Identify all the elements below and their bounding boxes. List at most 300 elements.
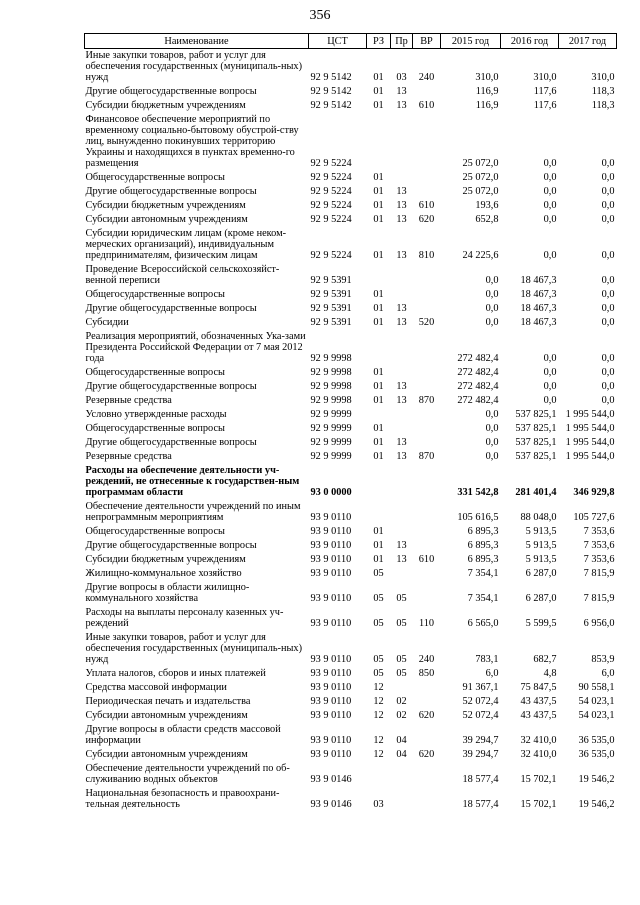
cell-2015: 0,0: [485, 289, 499, 300]
table-row: [85, 199, 617, 213]
cell-2016: 682,7: [533, 654, 557, 665]
cell-2016: 281 401,4: [515, 487, 557, 498]
cell-vr: [413, 288, 441, 302]
cell-cst: 93 9 0110: [310, 682, 352, 693]
table-row: [85, 464, 617, 500]
cell-2017: 0,0: [601, 186, 615, 197]
cell-2015: 310,0: [475, 72, 499, 83]
cell-2016: 5 913,5: [525, 526, 557, 537]
cell-2015: 272 482,4: [457, 381, 499, 392]
cell-rz: 01: [373, 423, 384, 434]
cell-2016: 5 913,5: [525, 540, 557, 551]
cell-vr: 620: [418, 710, 435, 721]
cell-2016: 117,6: [533, 86, 557, 97]
cell-2017: 0,0: [601, 214, 615, 225]
cell-name: Резервные средства: [85, 451, 172, 462]
table-row: [85, 539, 617, 553]
cell-cst: 93 9 0110: [310, 554, 352, 565]
cell-cst: 92 9 9999: [310, 423, 352, 434]
table-row: [85, 631, 617, 667]
cell-name: Реализация мероприятий, обозначенных Ука-зами Президента Российской Федерации от 7 мая 2012 года: [85, 331, 306, 364]
table-row: [85, 667, 617, 681]
cell-2015: 0,0: [485, 303, 499, 314]
cell-name: Общегосударственные вопросы: [85, 526, 225, 537]
cell-2016: 537 825,1: [515, 409, 557, 420]
cell-2016: 18 467,3: [520, 317, 557, 328]
cell-2017: 19 546,2: [578, 799, 615, 810]
table-body: [85, 49, 617, 813]
cell-rz: [367, 408, 391, 422]
table-row: [85, 394, 617, 408]
cell-2016: 15 702,1: [520, 774, 557, 785]
cell-2016: 43 437,5: [520, 696, 557, 707]
cell-cst: 93 9 0110: [310, 749, 352, 760]
cell-2017: 7 353,6: [583, 554, 615, 565]
cell-2015: 331 542,8: [457, 487, 499, 498]
table-row: [85, 99, 617, 113]
cell-name: Другие общегосударственные вопросы: [85, 437, 257, 448]
cell-cst: 93 9 0110: [310, 696, 352, 707]
table-row: [85, 709, 617, 723]
cell-cst: 93 0 0000: [310, 487, 352, 498]
cell-name: Расходы на выплаты персоналу казенных уч-реждений: [85, 607, 284, 629]
cell-name: Национальная безопасность и правоохрани-тельная деятельность: [85, 788, 280, 810]
cell-vr: [413, 366, 441, 380]
cell-2016: 0,0: [543, 381, 557, 392]
cell-2017: 118,3: [591, 100, 615, 111]
cell-pr: [391, 500, 413, 525]
cell-2017: 0,0: [601, 353, 615, 364]
cell-2015: 52 072,4: [462, 710, 499, 721]
cell-2015: 25 072,0: [462, 186, 499, 197]
cell-name: Субсидии автономным учреждениям: [85, 710, 248, 721]
cell-2016: 117,6: [533, 100, 557, 111]
cell-2017: 6 956,0: [583, 618, 615, 629]
cell-vr: [413, 85, 441, 99]
cell-2015: 18 577,4: [462, 799, 499, 810]
cell-2016: 0,0: [543, 250, 557, 261]
cell-pr: [391, 762, 413, 787]
cell-pr: 13: [396, 186, 407, 197]
column-header-pr: Пр: [391, 34, 413, 49]
column-header-rz: РЗ: [367, 34, 391, 49]
cell-pr: [391, 681, 413, 695]
cell-2016: 32 410,0: [520, 749, 557, 760]
cell-cst: 93 9 0110: [310, 540, 352, 551]
cell-2017: 310,0: [591, 72, 615, 83]
table-row: [85, 185, 617, 199]
cell-name: Расходы на обеспечение деятельности уч-реждений, не отнесенные к государствен-ным программам области: [85, 465, 300, 498]
cell-name: Другие общегосударственные вопросы: [85, 86, 257, 97]
cell-2017: 1 995 544,0: [565, 437, 615, 448]
cell-vr: [413, 539, 441, 553]
cell-rz: [367, 464, 391, 500]
cell-name: Условно утвержденные расходы: [85, 409, 227, 420]
cell-rz: 01: [373, 554, 384, 565]
cell-vr: [413, 113, 441, 171]
cell-name: Общегосударственные вопросы: [85, 367, 225, 378]
cell-rz: [367, 113, 391, 171]
cell-cst: 92 9 5142: [310, 86, 352, 97]
cell-cst: 92 9 9998: [310, 381, 352, 392]
table-row: [85, 450, 617, 464]
cell-pr: 02: [396, 710, 407, 721]
cell-name: Обеспечение деятельности учреждений по об-служиванию водных объектов: [85, 763, 290, 785]
cell-2016: 0,0: [543, 214, 557, 225]
cell-2015: 0,0: [485, 437, 499, 448]
cell-vr: 620: [418, 749, 435, 760]
cell-2017: 0,0: [601, 200, 615, 211]
cell-2017: 853,9: [591, 654, 615, 665]
cell-2017: 54 023,1: [578, 696, 615, 707]
cell-cst: 92 9 5142: [310, 100, 352, 111]
cell-cst: 92 9 5391: [310, 289, 352, 300]
cell-rz: 01: [373, 303, 384, 314]
cell-pr: 03: [396, 72, 407, 83]
cell-rz: 05: [373, 568, 384, 579]
table-row: [85, 380, 617, 394]
cell-rz: [367, 500, 391, 525]
cell-pr: 05: [396, 668, 407, 679]
cell-2015: 652,8: [475, 214, 499, 225]
cell-vr: 610: [418, 100, 435, 111]
cell-name: Периодическая печать и издательства: [85, 696, 251, 707]
cell-2016: 310,0: [533, 72, 557, 83]
table-row: [85, 263, 617, 288]
cell-rz: 01: [373, 200, 384, 211]
cell-2015: 6 895,3: [467, 540, 499, 551]
cell-2015: 7 354,1: [467, 593, 499, 604]
cell-name: Иные закупки товаров, работ и услуг для обеспечения государственных (муниципаль-ных) нужд: [85, 632, 302, 665]
cell-vr: [413, 695, 441, 709]
cell-vr: [413, 408, 441, 422]
cell-vr: [413, 185, 441, 199]
cell-cst: 92 9 9998: [310, 353, 352, 364]
cell-vr: [413, 171, 441, 185]
table-row: [85, 85, 617, 99]
cell-2016: 0,0: [543, 200, 557, 211]
cell-vr: 810: [418, 250, 435, 261]
cell-2015: 6 895,3: [467, 554, 499, 565]
cell-pr: 13: [396, 303, 407, 314]
cell-name: Другие вопросы в области жилищно-коммунального хозяйства: [85, 582, 250, 604]
cell-2017: 346 929,8: [573, 487, 615, 498]
cell-pr: [391, 422, 413, 436]
cell-2017: 7 815,9: [583, 568, 615, 579]
cell-pr: [391, 288, 413, 302]
cell-cst: 93 9 0110: [310, 735, 352, 746]
cell-cst: 92 9 5224: [310, 158, 352, 169]
cell-2017: 36 535,0: [578, 749, 615, 760]
cell-vr: 240: [418, 654, 435, 665]
cell-rz: 05: [373, 654, 384, 665]
cell-2017: 54 023,1: [578, 710, 615, 721]
cell-2017: 7 815,9: [583, 593, 615, 604]
table-row: [85, 695, 617, 709]
cell-name: Резервные средства: [85, 395, 172, 406]
cell-2016: 537 825,1: [515, 437, 557, 448]
cell-2016: 0,0: [543, 186, 557, 197]
table-row: [85, 316, 617, 330]
cell-2017: 1 995 544,0: [565, 409, 615, 420]
cell-cst: 93 9 0110: [310, 568, 352, 579]
cell-rz: 01: [373, 367, 384, 378]
cell-pr: [391, 263, 413, 288]
cell-2015: 0,0: [485, 451, 499, 462]
cell-2016: 537 825,1: [515, 451, 557, 462]
cell-2017: 0,0: [601, 303, 615, 314]
table-row: [85, 288, 617, 302]
column-header-name: Наименование: [85, 34, 309, 49]
cell-2015: 6 895,3: [467, 526, 499, 537]
cell-name: Субсидии автономным учреждениям: [85, 749, 248, 760]
cell-2015: 39 294,7: [462, 749, 499, 760]
cell-vr: [413, 681, 441, 695]
cell-2015: 52 072,4: [462, 696, 499, 707]
cell-cst: 92 9 5224: [310, 214, 352, 225]
cell-name: Уплата налогов, сборов и иных платежей: [85, 668, 266, 679]
cell-vr: [413, 581, 441, 606]
cell-rz: 01: [373, 526, 384, 537]
cell-rz: 01: [373, 186, 384, 197]
cell-pr: 13: [396, 86, 407, 97]
cell-pr: 13: [396, 554, 407, 565]
cell-name: Субсидии автономным учреждениям: [85, 214, 248, 225]
cell-pr: 13: [396, 451, 407, 462]
cell-cst: 93 9 0110: [310, 618, 352, 629]
budget-table: [84, 33, 617, 812]
cell-cst: 93 9 0146: [310, 799, 352, 810]
cell-rz: 01: [373, 72, 384, 83]
cell-name: Субсидии бюджетным учреждениям: [85, 554, 246, 565]
cell-2017: 1 995 544,0: [565, 423, 615, 434]
cell-cst: 93 9 0110: [310, 512, 352, 523]
table-header-row: [85, 34, 617, 49]
cell-cst: 93 9 0110: [310, 593, 352, 604]
cell-2017: 1 995 544,0: [565, 451, 615, 462]
cell-name: Обеспечение деятельности учреждений по иным непрограммным мероприятиям: [85, 501, 301, 523]
cell-pr: [391, 408, 413, 422]
cell-vr: 620: [418, 214, 435, 225]
cell-pr: [391, 113, 413, 171]
cell-2016: 0,0: [543, 158, 557, 169]
cell-2016: 15 702,1: [520, 799, 557, 810]
table-row: [85, 581, 617, 606]
cell-2016: 6 287,0: [525, 568, 557, 579]
cell-pr: 13: [396, 214, 407, 225]
table-row: [85, 49, 617, 86]
page-number: 356: [309, 8, 331, 23]
cell-2015: 0,0: [485, 317, 499, 328]
table-row: [85, 681, 617, 695]
cell-pr: [391, 366, 413, 380]
cell-vr: [413, 330, 441, 366]
cell-vr: [413, 525, 441, 539]
cell-2016: 32 410,0: [520, 735, 557, 746]
table-row: [85, 762, 617, 787]
cell-pr: 04: [396, 735, 407, 746]
cell-cst: 92 9 5224: [310, 172, 352, 183]
cell-vr: 870: [418, 395, 435, 406]
cell-name: Жилищно-коммунальное хозяйство: [85, 568, 242, 579]
table-row: [85, 553, 617, 567]
cell-pr: 13: [396, 100, 407, 111]
cell-pr: 02: [396, 696, 407, 707]
cell-name: Общегосударственные вопросы: [85, 172, 225, 183]
table-row: [85, 113, 617, 171]
cell-pr: [391, 330, 413, 366]
cell-2016: 18 467,3: [520, 289, 557, 300]
cell-vr: [413, 500, 441, 525]
cell-pr: 05: [396, 618, 407, 629]
cell-name: Проведение Всероссийской сельскохозяйст-венной переписи: [85, 264, 280, 286]
cell-2015: 6 565,0: [467, 618, 499, 629]
cell-2017: 0,0: [601, 275, 615, 286]
cell-name: Другие общегосударственные вопросы: [85, 303, 257, 314]
cell-vr: [413, 422, 441, 436]
cell-rz: 12: [373, 749, 384, 760]
cell-2017: 36 535,0: [578, 735, 615, 746]
cell-pr: 13: [396, 250, 407, 261]
table-row: [85, 213, 617, 227]
cell-2016: 75 847,5: [520, 682, 557, 693]
cell-name: Финансовое обеспечение мероприятий по временному социально-бытовому обустрой-ству лиц, вынужденно покинувших территорию Украины и находящихся в пунктах временно-го размещения: [85, 114, 299, 169]
cell-pr: 13: [396, 200, 407, 211]
cell-2017: 0,0: [601, 250, 615, 261]
cell-rz: 01: [373, 289, 384, 300]
cell-2015: 105 616,5: [457, 512, 499, 523]
column-header-2017: 2017 год: [559, 34, 617, 49]
cell-rz: 12: [373, 735, 384, 746]
cell-pr: [391, 171, 413, 185]
cell-pr: 05: [396, 593, 407, 604]
cell-2017: 0,0: [601, 158, 615, 169]
cell-2017: 7 353,6: [583, 540, 615, 551]
cell-2017: 19 546,2: [578, 774, 615, 785]
table-row: [85, 302, 617, 316]
column-header-2016: 2016 год: [501, 34, 559, 49]
cell-vr: [413, 380, 441, 394]
cell-2015: 116,9: [475, 86, 499, 97]
cell-rz: 01: [373, 395, 384, 406]
cell-cst: 92 9 5142: [310, 72, 352, 83]
cell-name: Иные закупки товаров, работ и услуг для обеспечения государственных (муниципаль-ных) нужд: [85, 50, 302, 83]
cell-cst: 92 9 9998: [310, 367, 352, 378]
cell-cst: 92 9 5224: [310, 186, 352, 197]
cell-rz: 12: [373, 682, 384, 693]
table-row: [85, 606, 617, 631]
cell-name: Субсидии: [85, 317, 129, 328]
table-row: [85, 408, 617, 422]
cell-rz: 01: [373, 317, 384, 328]
cell-2015: 18 577,4: [462, 774, 499, 785]
cell-rz: 01: [373, 100, 384, 111]
cell-pr: 13: [396, 317, 407, 328]
cell-2015: 272 482,4: [457, 353, 499, 364]
cell-cst: 93 9 0110: [310, 668, 352, 679]
cell-2016: 0,0: [543, 395, 557, 406]
cell-name: Субсидии бюджетным учреждениям: [85, 200, 246, 211]
cell-rz: 01: [373, 86, 384, 97]
cell-2016: 18 467,3: [520, 275, 557, 286]
cell-rz: [367, 330, 391, 366]
cell-vr: 870: [418, 451, 435, 462]
cell-2017: 0,0: [601, 289, 615, 300]
cell-rz: 01: [373, 540, 384, 551]
cell-rz: 03: [373, 799, 384, 810]
cell-2016: 18 467,3: [520, 303, 557, 314]
cell-2016: 0,0: [543, 172, 557, 183]
cell-2017: 0,0: [601, 172, 615, 183]
cell-cst: 93 9 0110: [310, 526, 352, 537]
table-row: [85, 330, 617, 366]
cell-rz: [367, 762, 391, 787]
cell-cst: 92 9 5391: [310, 317, 352, 328]
cell-vr: [413, 567, 441, 581]
cell-2017: 0,0: [601, 395, 615, 406]
cell-2015: 0,0: [485, 409, 499, 420]
cell-name: Другие общегосударственные вопросы: [85, 186, 257, 197]
cell-cst: 92 9 9998: [310, 395, 352, 406]
cell-2017: 105 727,6: [573, 512, 615, 523]
cell-rz: 01: [373, 172, 384, 183]
cell-vr: 850: [418, 668, 435, 679]
cell-2015: 0,0: [485, 423, 499, 434]
cell-2015: 272 482,4: [457, 395, 499, 406]
cell-2015: 0,0: [485, 275, 499, 286]
cell-cst: 93 9 0110: [310, 710, 352, 721]
cell-pr: [391, 464, 413, 500]
cell-2017: 0,0: [601, 317, 615, 328]
cell-2017: 90 558,1: [578, 682, 615, 693]
cell-vr: [413, 787, 441, 812]
column-header-cst: ЦСТ: [309, 34, 367, 49]
cell-name: Средства массовой информации: [85, 682, 227, 693]
cell-2016: 5 913,5: [525, 554, 557, 565]
cell-name: Общегосударственные вопросы: [85, 423, 225, 434]
cell-pr: 13: [396, 540, 407, 551]
cell-pr: 13: [396, 437, 407, 448]
table-row: [85, 227, 617, 263]
table-row: [85, 748, 617, 762]
cell-cst: 92 9 9999: [310, 451, 352, 462]
cell-2016: 88 048,0: [520, 512, 557, 523]
cell-2015: 25 072,0: [462, 172, 499, 183]
cell-2016: 0,0: [543, 353, 557, 364]
cell-rz: 01: [373, 381, 384, 392]
cell-cst: 93 9 0146: [310, 774, 352, 785]
cell-2015: 6,0: [485, 668, 499, 679]
cell-cst: 92 9 5391: [310, 275, 352, 286]
cell-name: Другие вопросы в области средств массовой информации: [85, 724, 281, 746]
cell-rz: [367, 263, 391, 288]
cell-2015: 24 225,6: [462, 250, 499, 261]
cell-vr: 610: [418, 554, 435, 565]
cell-vr: [413, 263, 441, 288]
cell-2015: 91 367,1: [462, 682, 499, 693]
cell-2015: 116,9: [475, 100, 499, 111]
cell-2017: 7 353,6: [583, 526, 615, 537]
cell-cst: 92 9 5224: [310, 200, 352, 211]
cell-pr: 05: [396, 654, 407, 665]
cell-2015: 272 482,4: [457, 367, 499, 378]
cell-name: Общегосударственные вопросы: [85, 289, 225, 300]
cell-rz: 05: [373, 618, 384, 629]
table-row: [85, 525, 617, 539]
table-row: [85, 366, 617, 380]
cell-2015: 25 072,0: [462, 158, 499, 169]
cell-rz: 01: [373, 437, 384, 448]
